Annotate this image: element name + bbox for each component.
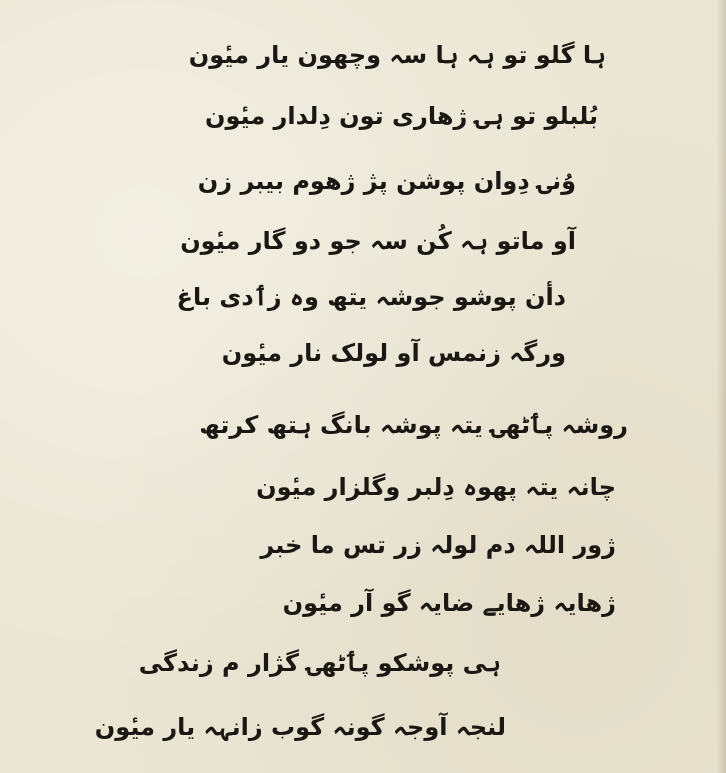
poem-line-6: ورگہ زنمس آو لولک نار میٔون	[221, 339, 566, 367]
poem-line-2: بُلبلو تو ہۍ ژھاری تون دِلدار میٔون	[204, 102, 598, 130]
poem-line-10: ژھایہ ژھایے ضایہ گو آر میٔون	[282, 589, 616, 617]
poem-line-7: روشہ پٲٹھۍ یتہ پوشہ بانگ ہتھ کرتھ	[199, 411, 628, 439]
poem-line-5: دأن پوشو جوشہ یتھ وہ زٲدی باغ	[176, 283, 566, 311]
poem-line-9: ژور اللہ دم لولہ زر تس ما خبر	[260, 531, 616, 559]
poem-line-3: وُنۍ دِوان پوشن پژ ژھوم بیبر زن	[197, 167, 576, 195]
poem-line-12: لنجہ آوجہ گونہ گوب زانہہ یار میٔون	[94, 713, 506, 741]
poem-line-8: چانہ یتہ پھوہ دِلبر وگلزار میٔون	[256, 473, 616, 501]
poem-line-11: ہی پوشکو پٲٹھۍ گژار م زندگی	[138, 649, 501, 677]
page-edge-shadow	[716, 0, 726, 773]
poem-line-4: آو ماتو ہہ کُن سہ جو دو گار میٔون	[180, 227, 576, 255]
poem-line-1: ہا گلو تو ہہ ہا سہ وچھون یار میٔون	[188, 41, 606, 69]
